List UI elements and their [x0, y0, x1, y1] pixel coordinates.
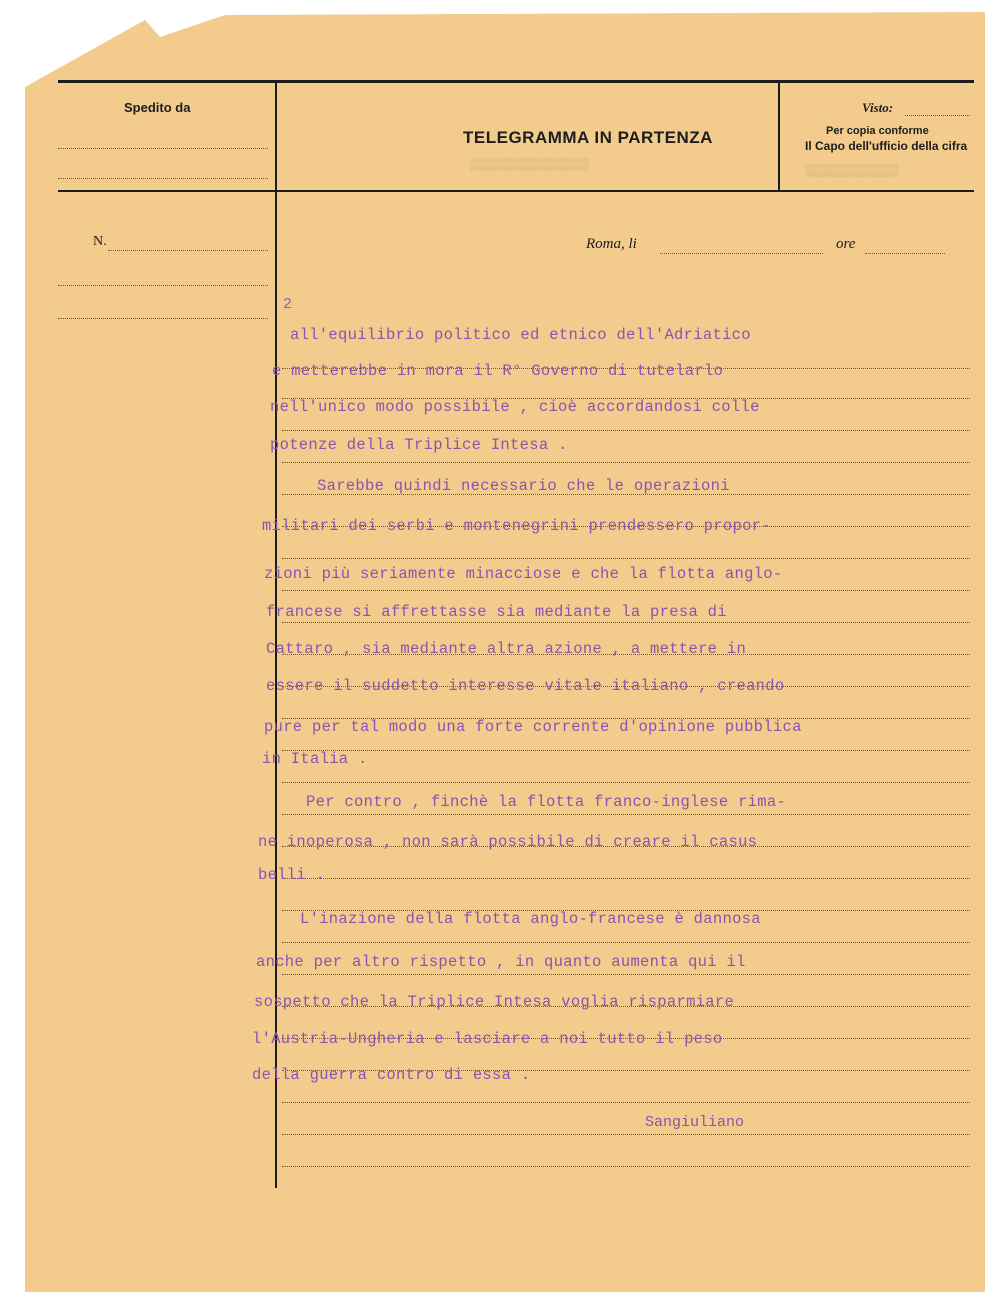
body-line: nell'unico modo possibile , cioè accordandosi colle — [270, 398, 760, 416]
visto-label: Visto: — [862, 100, 894, 115]
signature: Sangiuliano — [645, 1114, 745, 1131]
time-label: ore — [836, 236, 856, 252]
cipher-office-label: Il Capo dell'ufficio della cifra — [805, 139, 968, 153]
page-title: TELEGRAMMA IN PARTENZA — [463, 128, 713, 147]
body-line: L'inazione della flotta anglo-francese è dannosa — [300, 910, 761, 928]
bleed-through-mark: ▒▒▒▒▒▒▒▒▒▒▒▒▒▒ — [470, 157, 590, 171]
body-line: Cattaro , sia mediante altra azione , a mettere in — [266, 640, 747, 658]
page-number: 2 — [283, 296, 293, 313]
body-line: Sarebbe quindi necessario che le operazioni — [317, 477, 730, 495]
sender-label: Spedito da — [124, 100, 191, 115]
body-line: pure per tal modo una forte corrente d'opinione pubblica — [264, 718, 802, 736]
body-line: l'Austria-Ungheria e lasciare a noi tutto il peso — [252, 1030, 723, 1048]
body-line: e metterebbe in mora il R° Governo di tutelarlo — [272, 362, 724, 380]
number-label: N. — [93, 234, 107, 249]
bleed-through-mark: ▒▒▒▒▒▒▒▒▒▒▒ — [805, 163, 899, 177]
body-line: anche per altro rispetto , in quanto aumenta qui il — [256, 953, 746, 971]
body-line: francese si affrettasse sia mediante la presa di — [266, 603, 727, 621]
copy-conformity-label: Per copia conforme — [826, 125, 929, 137]
body-line: Per contro , finchè la flotta franco-inglese rima- — [306, 793, 787, 811]
body-line: belli . — [258, 866, 326, 884]
body-line: militari dei serbi e montenegrini prendessero propor- — [262, 517, 771, 535]
body-line: della guerra contro di essa . — [252, 1066, 531, 1084]
body-line: sospetto che la Triplice Intesa voglia risparmiare — [254, 993, 735, 1011]
body-line: essere il suddetto interesse vitale italiano , creando — [266, 677, 785, 695]
body-line: potenze della Triplice Intesa . — [270, 436, 568, 454]
body-line: ne inoperosa , non sarà possibile di creare il casus — [258, 833, 758, 851]
body-line: in Italia . — [262, 750, 368, 768]
body-line: zioni più seriamente minacciose e che la flotta anglo- — [264, 565, 783, 583]
place-date-label: Roma, li — [586, 236, 637, 252]
body-line: all'equilibrio politico ed etnico dell'Adriatico — [290, 326, 751, 344]
